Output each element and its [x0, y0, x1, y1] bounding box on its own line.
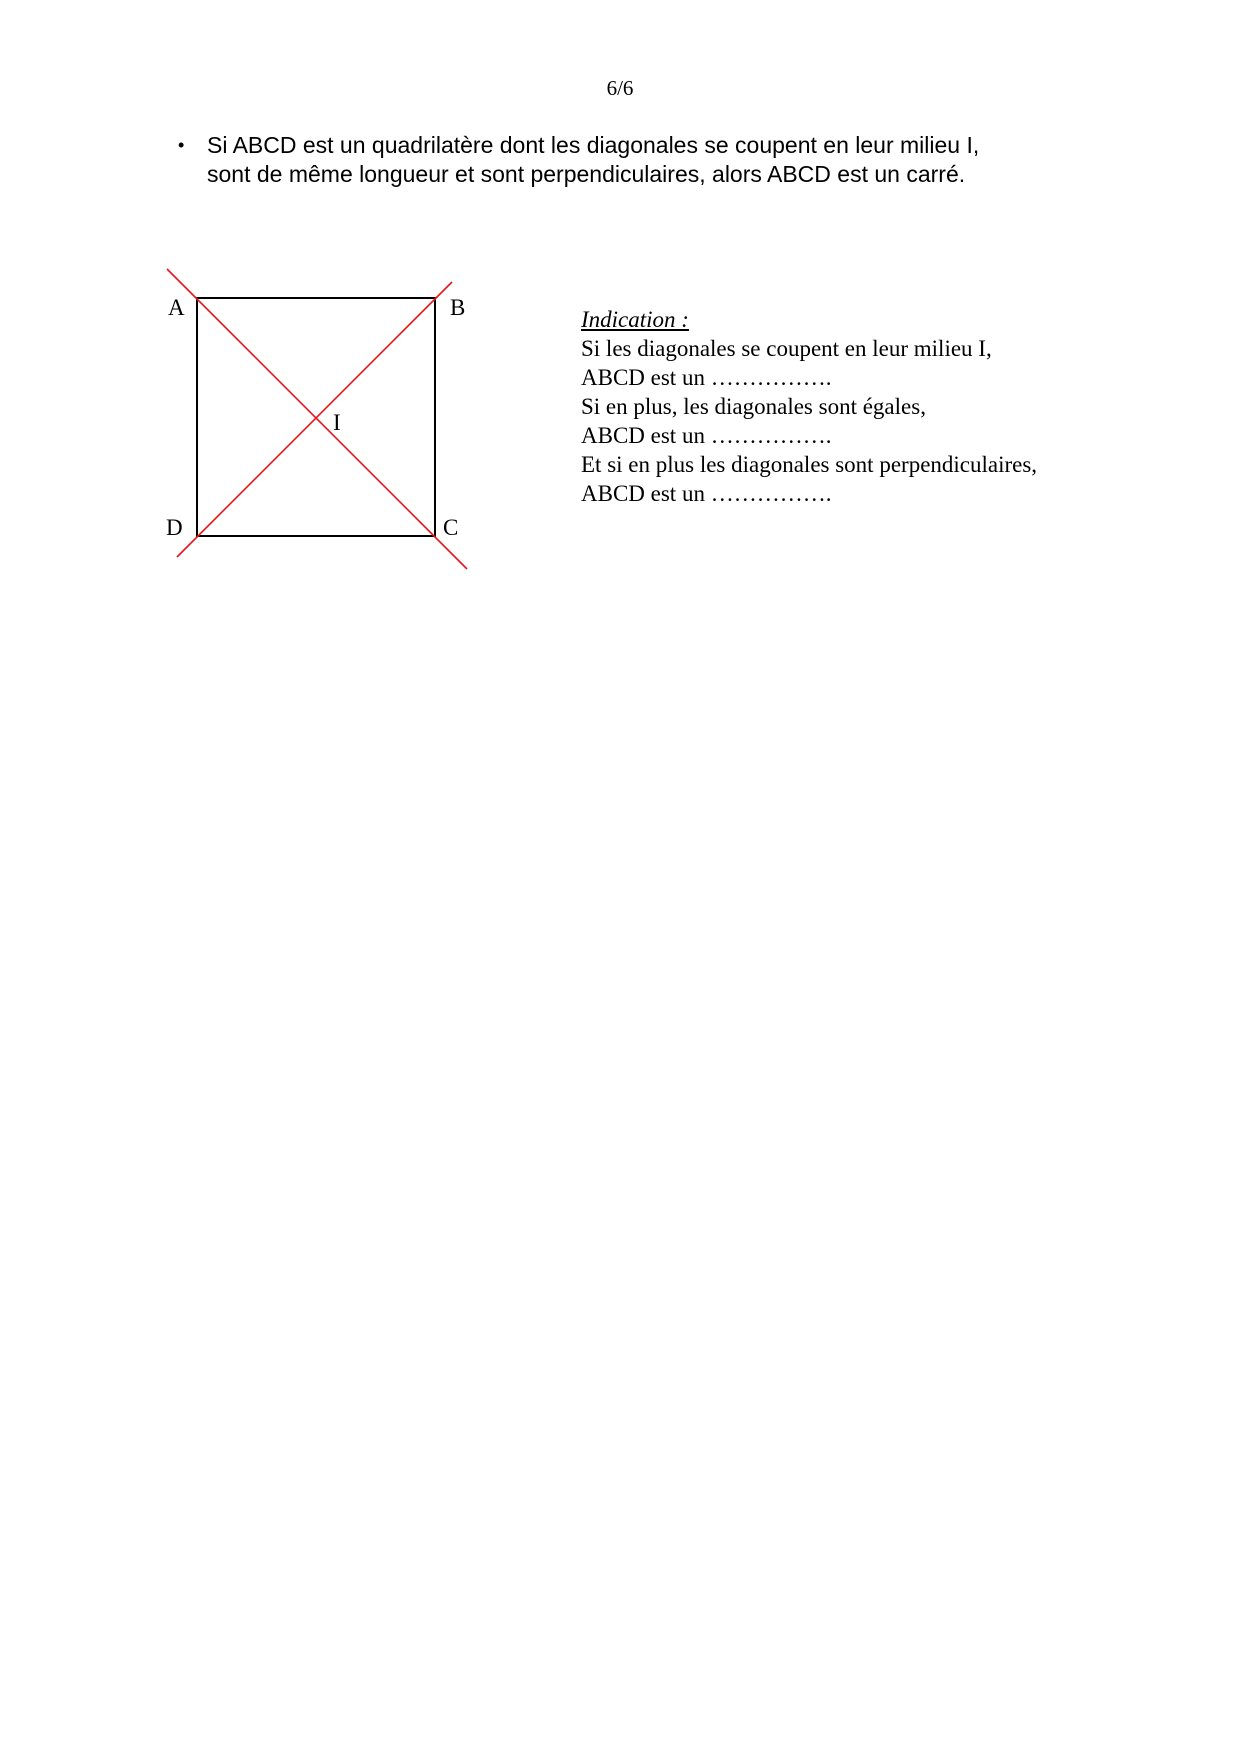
- bullet-icon: •: [178, 135, 185, 155]
- center-label-i: I: [333, 410, 341, 435]
- theorem-statement: [178, 131, 1058, 189]
- indication-line-4: ABCD est un …………….: [581, 423, 832, 448]
- vertex-label-a: A: [168, 295, 185, 320]
- diagonal-bd: [177, 282, 452, 557]
- vertex-label-d: D: [166, 515, 183, 540]
- vertex-label-b: B: [450, 295, 466, 320]
- statement-line-2: sont de même longueur et sont perpendiculaires, alors ABCD est un carré.: [207, 161, 966, 187]
- diagonal-ac: [167, 269, 467, 569]
- page-number: 6/6: [606, 76, 634, 100]
- square-diagram: [150, 260, 490, 580]
- indication-line-5: Et si en plus les diagonales sont perpendiculaires,: [581, 452, 1038, 477]
- indication-line-6: ABCD est un …………….: [581, 481, 832, 506]
- statement-line-1: Si ABCD est un quadrilatère dont les diagonales se coupent en leur milieu I,: [207, 132, 980, 158]
- vertex-label-c: C: [443, 515, 459, 540]
- indication-box: [581, 305, 1141, 508]
- square-figure: [150, 260, 490, 580]
- indication-line-1: Si les diagonales se coupent en leur milieu I,: [581, 336, 992, 361]
- indication-heading: Indication :: [581, 307, 689, 332]
- indication-line-2: ABCD est un …………….: [581, 365, 832, 390]
- indication-line-3: Si en plus, les diagonales sont égales,: [581, 394, 926, 419]
